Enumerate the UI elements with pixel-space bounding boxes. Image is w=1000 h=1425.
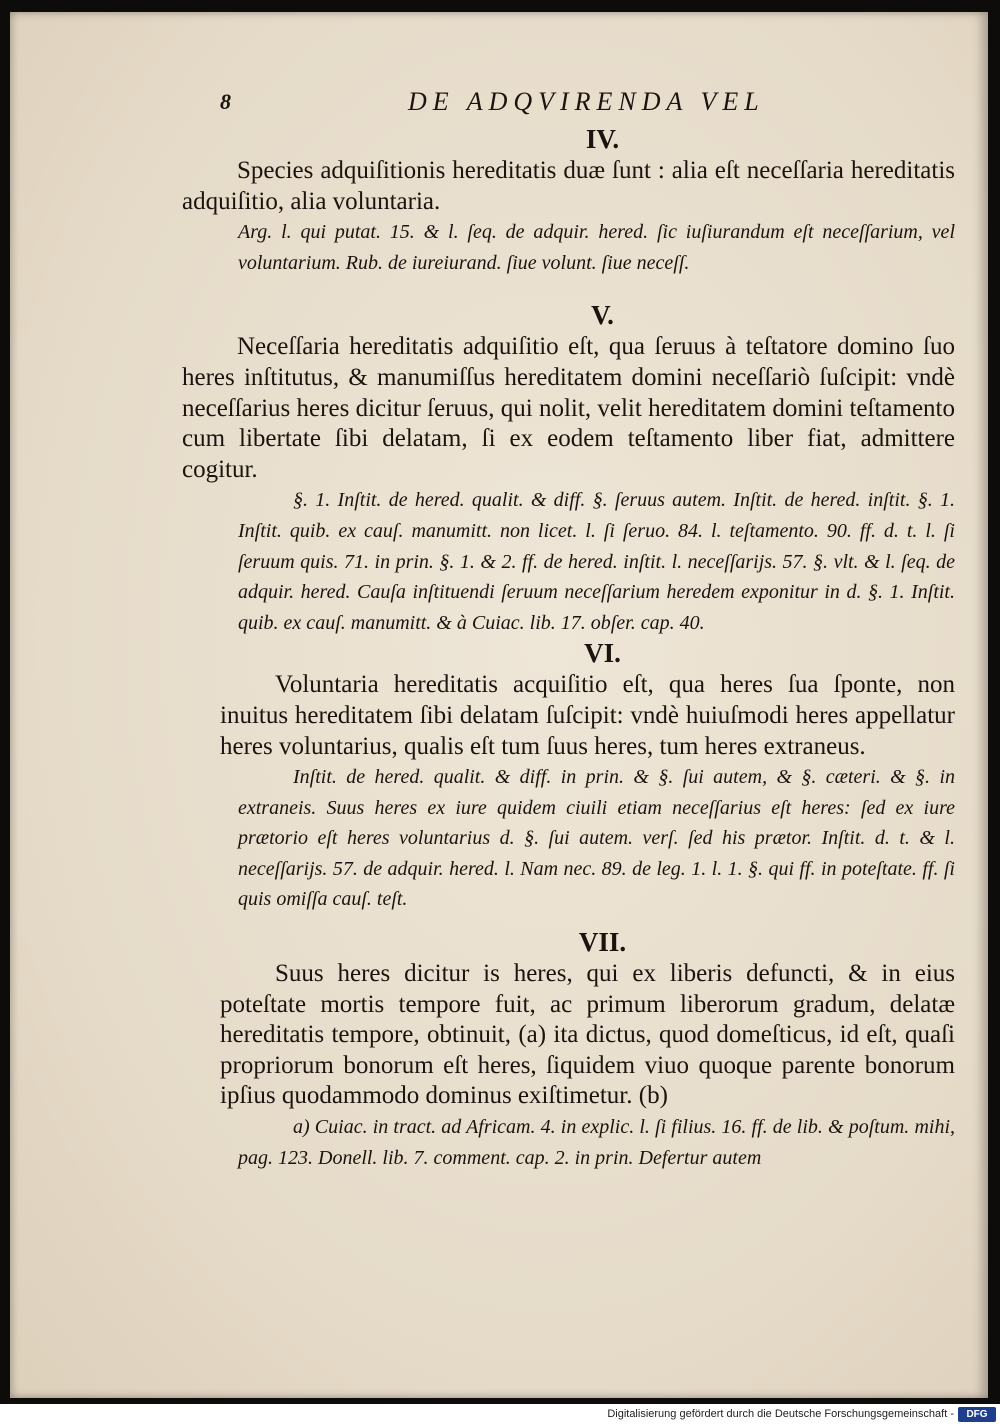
section-v <box>182 300 955 638</box>
text-block <box>182 124 955 1173</box>
running-head <box>10 87 988 119</box>
section-vii <box>220 927 955 1173</box>
digitization-footer <box>0 1404 1000 1425</box>
page-number: 8 <box>220 89 231 114</box>
section-vi <box>220 638 955 915</box>
section-numeral: VII. <box>578 927 627 958</box>
section-body: Neceſſaria hereditatis adquiſitio eſt, qua ſeruus à teſtatore domino ſuo heres inſtitutus, & manumiſſus hereditatem domini neceſſariò ſuſcipit: vndè neceſſarius heres dicitur ſeruus, qui nolit, velit hereditatem domini teſtamento cum libertate ſibi delatam, ſi ex eodem teſtamento liber fiat, admittere cogitur. <box>182 333 955 483</box>
section-note: Inſtit. de hered. qualit. & diff. in prin. & §. ſui autem, & §. cæteri. & §. in extraneis. Suus heres ex iure quidem ciuili etiam neceſſarius eſt heres: ſed ex iure prætorio eſt heres voluntarius d. §. ſui autem. verſ. ſed his prætor. Inſtit. d. t. & l. neceſſarijs. 57. de adquir. hered. l. Nam nec. 89. de leg. 1. l. 1. §. qui ff. in poteſtate. ff. ſi quis omiſſa cauſ. teſt. <box>238 766 955 911</box>
section-body: Species adquiſitionis hereditatis duæ ſunt : alia eſt neceſſaria hereditatis adquiſitio, alia voluntaria. <box>182 157 955 215</box>
book-page <box>10 12 988 1398</box>
section-note: §. 1. Inſtit. de hered. qualit. & diff. §. ſeruus autem. Inſtit. de hered. inſtit. §. 1. Inſtit. quib. ex cauſ. manumitt. non licet. l. ſi ſeruo. 84. l. teſtamento. 90. ff. d. t. l. ſi ſeruum quis. 71. in prin. §. 1. & 2. ff. de hered. inſtit. l. neceſſarijs. 57. §. vlt. & l. ſeq. de adquir. hered. Cauſa inſtituendi ſeruum neceſſarium heredem exponitur in d. §. 1. Inſtit. quib. ex cauſ. manumitt. & à Cuiac. lib. 17. obſer. cap. 40. <box>238 489 955 634</box>
section-numeral: IV. <box>585 124 620 154</box>
section-numeral: V. <box>591 300 614 331</box>
footer-credit: Digitalisierung gefördert durch die Deutsche Forschungsgemeinschaft - <box>607 1408 954 1420</box>
section-note: Arg. l. qui putat. 15. & l. ſeq. de adquir. hered. ſic iuſiurandum eſt neceſſarium, vel voluntarium. Rub. de iureiurand. ſiue volunt. ſiue neceſſ. <box>238 221 955 274</box>
section-iv <box>182 124 955 278</box>
section-body: Suus heres dicitur is heres, qui ex liberis defuncti, & in eius poteſtate mortis tempore fuit, ac primum liberorum gradum, delatæ hereditatis tempore, obtinuit, (a) ita dictus, quod domeſticus, id eſt, quaſi propriorum bonorum eſt heres, ſiquidem viuo quoque parente bonorum ipſius quodammodo dominus exiſtimetur. (b) <box>220 960 955 1110</box>
section-body: Voluntaria hereditatis acquiſitio eſt, qua heres ſua ſponte, non inuitus hereditatem ſibi delatam ſuſcipit: vndè huiuſmodi heres appellatur heres voluntarius, qualis eſt tum ſuus heres, tum heres extraneus. <box>220 671 955 760</box>
section-numeral: VI. <box>584 638 621 669</box>
running-head-title: DE ADQVIRENDA VEL <box>408 87 765 116</box>
section-note: a) Cuiac. in tract. ad Africam. 4. in explic. l. ſi filius. 16. ff. de lib. & poſtum. mihi, pag. 123. Donell. lib. 7. comment. cap. 2. in prin. Defertur autem <box>238 1116 955 1169</box>
dfg-logo: DFG <box>958 1407 996 1422</box>
